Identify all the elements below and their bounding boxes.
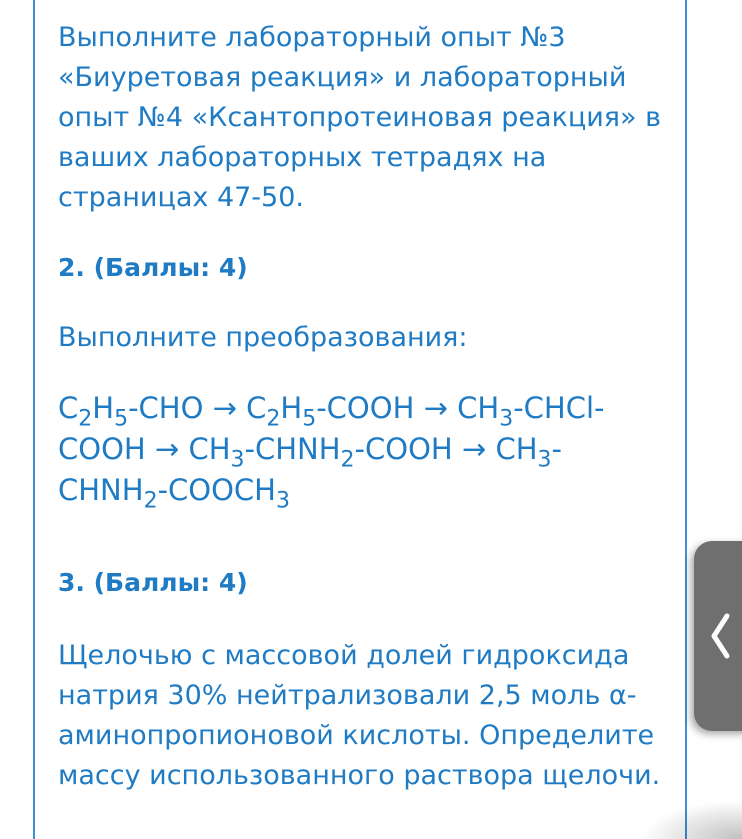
formula-subscript: 2 [340, 447, 355, 473]
task-3-heading: 3. (Баллы: 4) [58, 568, 248, 597]
formula-subscript: 2 [143, 488, 158, 514]
formula-part: -COOH → CH [354, 432, 538, 466]
formula-part: C [58, 391, 79, 425]
side-panel-toggle-button[interactable] [694, 541, 742, 731]
formula-subscript: 5 [114, 406, 129, 432]
formula-part: -CHNH [58, 432, 562, 507]
formula-part: -CHCl-COOH → CH [58, 391, 605, 466]
formula-part: -COOH → CH [316, 391, 500, 425]
task-2-instruction: Выполните преобразования: [58, 322, 468, 353]
formula-subscript: 2 [266, 406, 281, 432]
task-3-text: Щелочью с массовой долей гидроксида натрия 30% нейтрализовали 2,5 моль α-аминопропионовой кислоты. Определите массу использованного раствора щелочи. [58, 640, 661, 791]
formula-subscript: 2 [78, 406, 93, 432]
chevron-left-icon [708, 613, 732, 659]
formula-subscript: 3 [499, 406, 514, 432]
formula-part: H [280, 391, 303, 425]
task-2-formula [58, 388, 668, 514]
formula-subscript: 3 [537, 447, 552, 473]
formula-part: H [92, 391, 115, 425]
formula-subscript: 3 [230, 447, 245, 473]
formula-part: -CHO → C [128, 391, 267, 425]
corner-shadow [640, 800, 742, 839]
formula-subscript: 3 [275, 488, 290, 514]
formula-part: -CHNH [244, 432, 341, 466]
task-2-heading: 2. (Баллы: 4) [58, 253, 248, 282]
formula-part: -COOCH [157, 473, 276, 507]
formula-subscript: 5 [302, 406, 317, 432]
task-intro-text: Выполните лабораторный опыт №3 «Биуретовая реакция» и лабораторный опыт №4 «Ксантопротеиновая реакция» в ваших лабораторных тетрадях на страницах 47-50. [58, 22, 662, 213]
